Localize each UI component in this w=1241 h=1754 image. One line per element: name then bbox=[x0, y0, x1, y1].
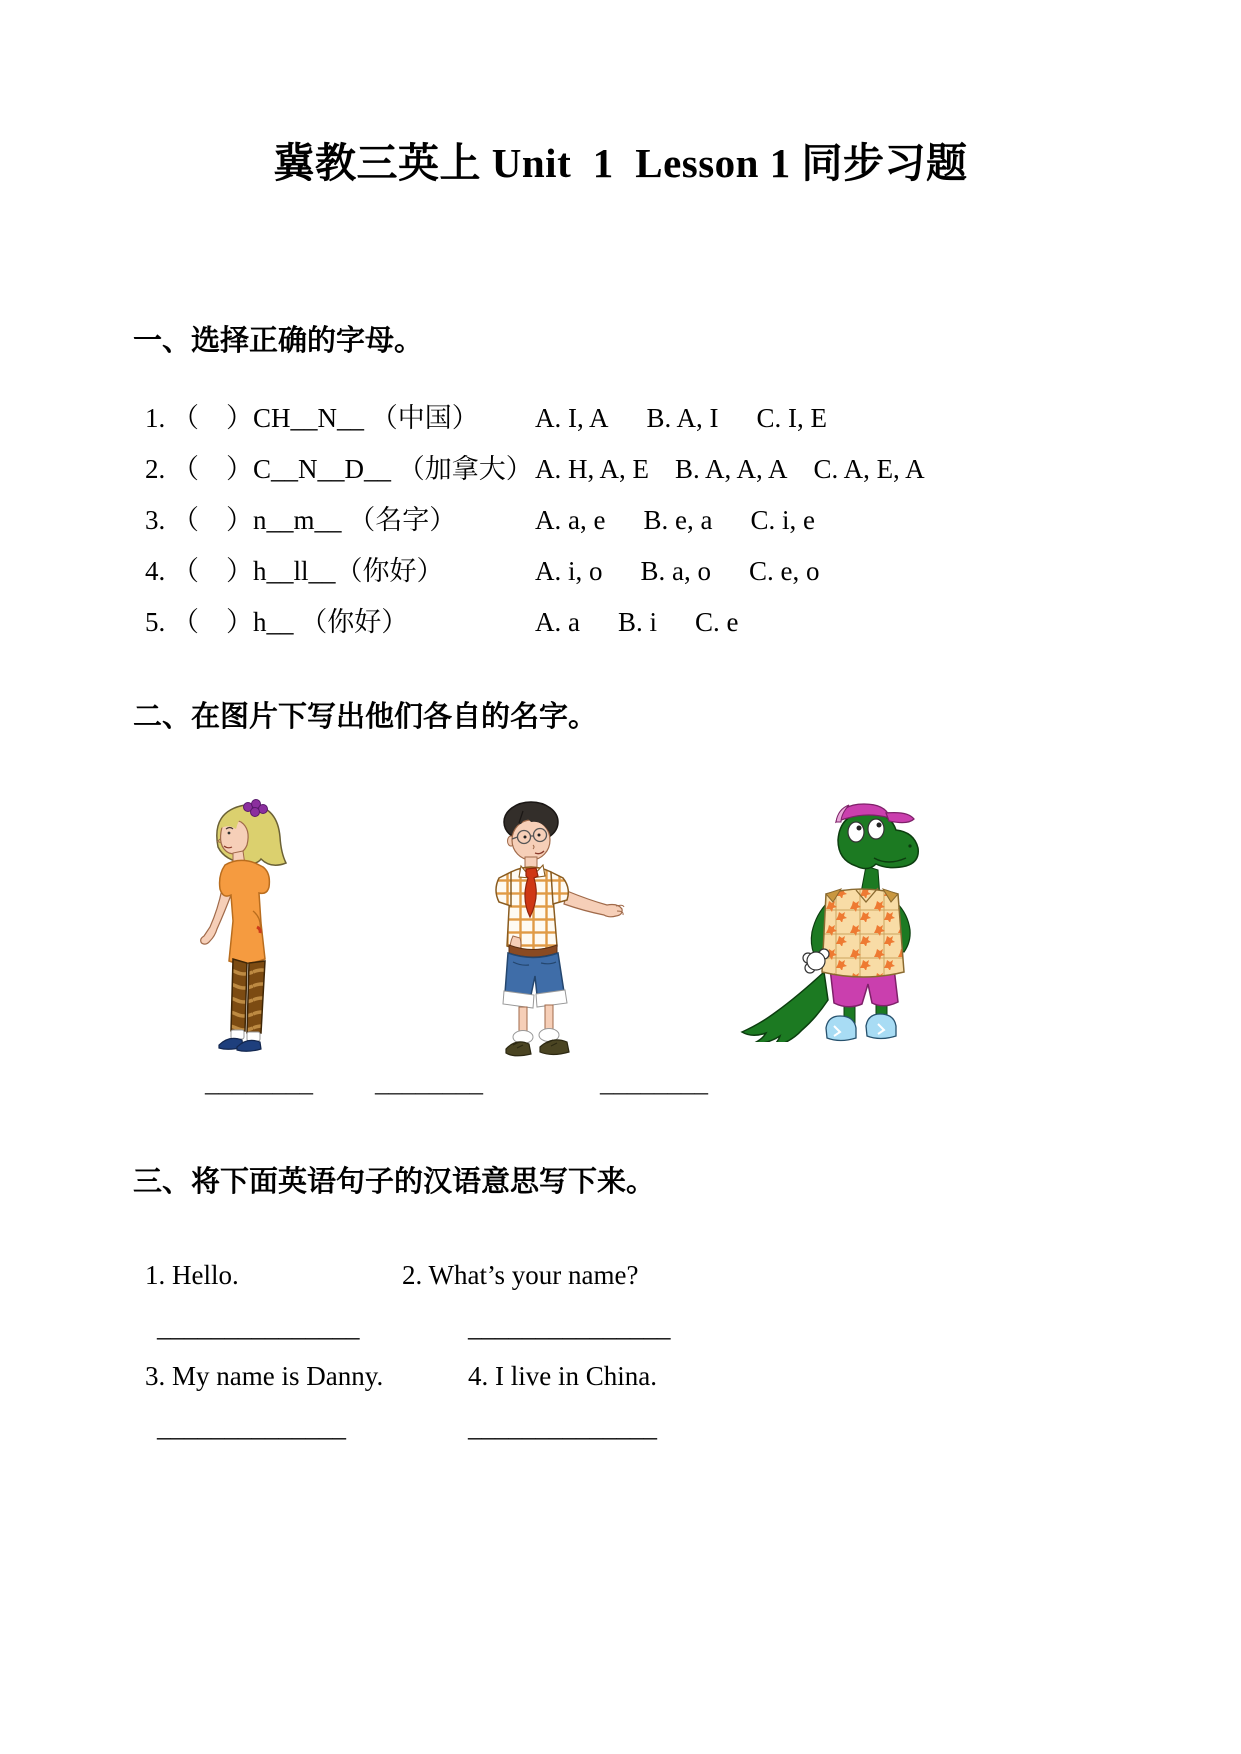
section-two bbox=[0, 698, 1241, 1128]
option-c: C. I, E bbox=[756, 403, 828, 433]
question-number: 1. bbox=[145, 403, 166, 433]
dinosaur-character-image bbox=[728, 802, 948, 1042]
option-a: A. I, A bbox=[535, 403, 609, 433]
page-title: 冀教三英上 Unit 1 Lesson 1 同步习题 bbox=[273, 140, 968, 186]
answer-paren: （ ） bbox=[172, 607, 253, 637]
sentence-item: 3. My name is Danny. bbox=[145, 1361, 384, 1391]
question-number: 5. bbox=[145, 607, 166, 637]
answer-paren: （ ） bbox=[172, 403, 253, 433]
boy-character-image bbox=[423, 796, 638, 1058]
question-word: C__N__D__ bbox=[253, 454, 392, 484]
answer-paren: （ ） bbox=[172, 454, 253, 484]
option-c: C. e bbox=[695, 607, 739, 637]
option-group bbox=[535, 607, 739, 638]
question-stem bbox=[145, 396, 535, 435]
question-hint: （你好） bbox=[300, 607, 409, 637]
section-three-heading: 三、将下面英语句子的汉语意思写下来。 bbox=[133, 1166, 656, 1198]
section-two-heading: 二、在图片下写出他们各自的名字。 bbox=[133, 701, 598, 733]
answer-paren: （ ） bbox=[172, 556, 253, 586]
question-stem bbox=[145, 549, 535, 588]
option-b: B. a, o bbox=[640, 556, 711, 586]
question-word: CH__N__ bbox=[253, 403, 365, 433]
option-c: C. e, o bbox=[749, 556, 820, 586]
option-group bbox=[535, 454, 925, 485]
option-c: C. i, e bbox=[750, 505, 815, 535]
sentence-item: 1. Hello. bbox=[145, 1260, 239, 1290]
question-word: n__m__ bbox=[253, 505, 342, 535]
question-hint: （加拿大） bbox=[397, 454, 533, 484]
question-number: 3. bbox=[145, 505, 166, 535]
question-hint: （中国） bbox=[370, 403, 479, 433]
choice-question-row bbox=[145, 447, 1241, 484]
option-group bbox=[535, 505, 815, 536]
answer-paren: （ ） bbox=[172, 505, 253, 535]
choice-question-row bbox=[145, 600, 1241, 637]
girl-character-image bbox=[185, 795, 310, 1053]
option-c: C. A, E, A bbox=[813, 454, 925, 484]
option-a: A. a, e bbox=[535, 505, 606, 535]
question-word: h__ bbox=[253, 607, 294, 637]
sentence-item: 4. I live in China. bbox=[468, 1361, 657, 1391]
option-b: B. e, a bbox=[643, 505, 713, 535]
question-stem bbox=[145, 498, 535, 537]
translation-blank: ______________ bbox=[157, 1412, 346, 1442]
section-one-heading: 一、选择正确的字母。 bbox=[133, 325, 424, 357]
translation-blank: ______________ bbox=[468, 1412, 657, 1442]
option-group bbox=[535, 403, 827, 434]
choice-question-row bbox=[145, 549, 1241, 586]
name-blank: ________ bbox=[600, 1067, 708, 1097]
option-group bbox=[535, 556, 820, 587]
option-b: B. A, I bbox=[646, 403, 719, 433]
section-one bbox=[0, 322, 1241, 651]
question-word: h__ll__ bbox=[253, 556, 336, 586]
sentence-item: 2. What’s your name? bbox=[402, 1260, 639, 1290]
name-blank: ________ bbox=[205, 1067, 313, 1097]
choice-question-row bbox=[145, 396, 1241, 433]
translation-blank: _______________ bbox=[157, 1312, 360, 1342]
question-number: 2. bbox=[145, 454, 166, 484]
option-a: A. i, o bbox=[535, 556, 603, 586]
question-hint: （名字） bbox=[348, 505, 457, 535]
choice-question-row bbox=[145, 498, 1241, 535]
translation-blank: _______________ bbox=[468, 1312, 671, 1342]
option-b: B. i bbox=[617, 607, 657, 637]
question-hint: （你好） bbox=[335, 556, 444, 586]
question-stem bbox=[145, 600, 535, 639]
section-three bbox=[0, 1163, 1241, 1523]
option-b: B. A, A, A bbox=[675, 454, 788, 484]
option-a: A. H, A, E bbox=[535, 454, 649, 484]
question-stem bbox=[145, 447, 535, 486]
option-a: A. a bbox=[535, 607, 580, 637]
name-blank: ________ bbox=[375, 1067, 483, 1097]
choice-question-list bbox=[0, 396, 1241, 637]
question-number: 4. bbox=[145, 556, 166, 586]
